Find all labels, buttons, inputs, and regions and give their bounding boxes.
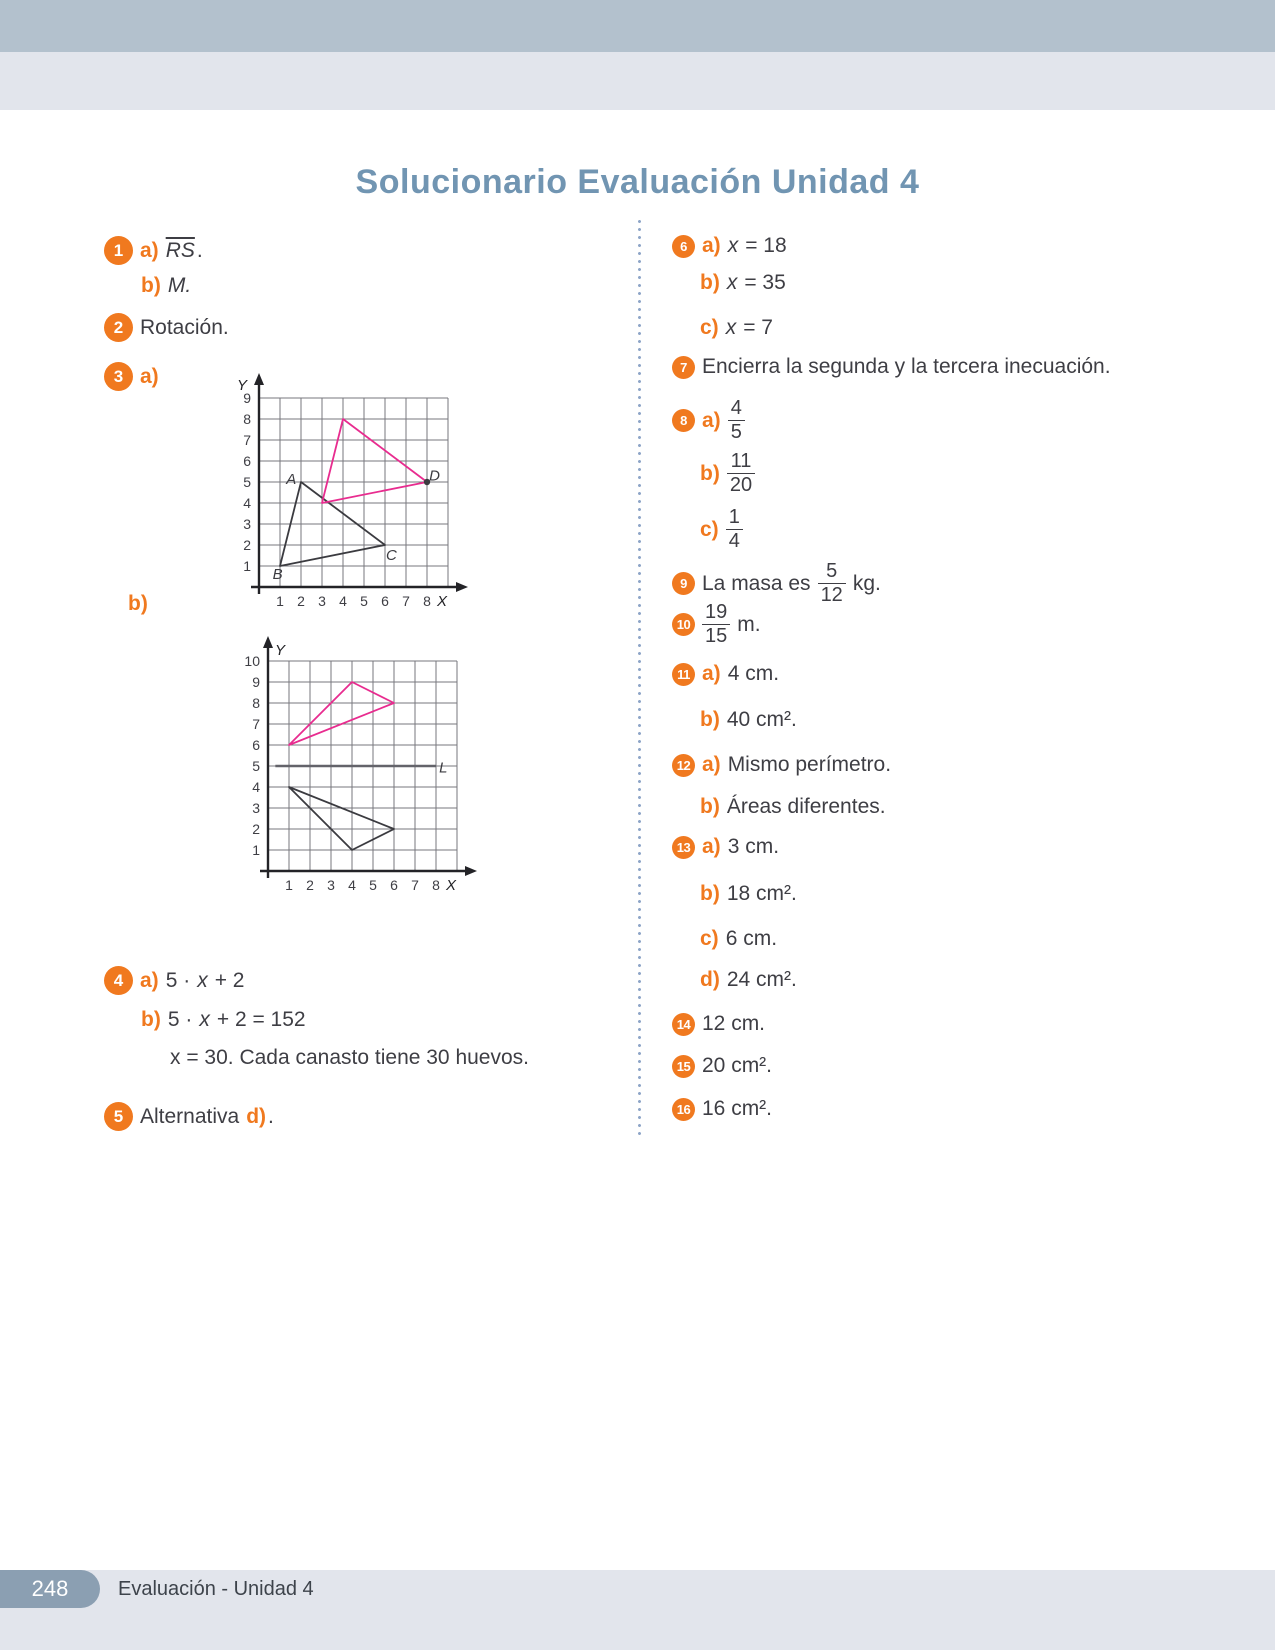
- item-letter-12b: b): [700, 795, 720, 818]
- answer-text-13c: 6 cm.: [725, 927, 778, 950]
- item-letter-1a: a): [140, 238, 159, 262]
- page-number-pill: [0, 1570, 100, 1608]
- svg-text:7: 7: [243, 432, 251, 448]
- answer-13a: [672, 835, 779, 859]
- answer-8b: [700, 450, 755, 497]
- svg-text:3: 3: [252, 800, 260, 816]
- svg-text:X: X: [445, 877, 457, 894]
- answer-4b-line2: [170, 1046, 529, 1070]
- answer-text-4b-pre: 5 ·: [167, 1008, 193, 1031]
- answer-6b: [700, 271, 786, 295]
- answer-13d: [700, 968, 797, 992]
- answer-text-11a: 4 cm.: [727, 662, 780, 685]
- item-letter-3b: b): [128, 592, 148, 615]
- svg-text:1: 1: [243, 558, 251, 574]
- answer-var-6b: x: [726, 271, 738, 294]
- svg-text:9: 9: [243, 390, 251, 406]
- question-badge-9: 9: [672, 572, 695, 595]
- answer-6c: [700, 316, 773, 340]
- svg-text:1: 1: [276, 593, 284, 609]
- svg-text:8: 8: [423, 593, 431, 609]
- answer-5: [104, 1102, 274, 1131]
- top-band-dark: [0, 0, 1275, 52]
- svg-text:5: 5: [252, 758, 260, 774]
- answer-text-4b2: x = 30. Cada canasto tiene 30 huevos.: [170, 1046, 529, 1069]
- answer-15: [672, 1054, 772, 1078]
- question-badge-14: 14: [672, 1013, 695, 1036]
- answer-11b: [700, 708, 797, 732]
- svg-text:4: 4: [252, 779, 260, 795]
- item-letter-8c: c): [700, 517, 719, 541]
- answer-text-12a: Mismo perímetro.: [727, 753, 892, 776]
- item-letter-6a: a): [702, 234, 721, 257]
- answer-period-1a: .: [196, 238, 203, 262]
- answer-6a: [672, 234, 787, 258]
- svg-text:6: 6: [243, 453, 251, 469]
- item-letter-4b: b): [141, 1008, 161, 1031]
- answer-10: [672, 601, 761, 648]
- svg-text:7: 7: [411, 877, 419, 893]
- fraction-denominator: 4: [726, 529, 743, 553]
- svg-text:8: 8: [432, 877, 440, 893]
- question-badge-7: 7: [672, 356, 695, 379]
- item-letter-13c: c): [700, 927, 719, 950]
- answer-text-13a: 3 cm.: [727, 835, 780, 858]
- question-badge-3: 3: [104, 362, 133, 391]
- question-badge-2: 2: [104, 313, 133, 342]
- answer-period-5: .: [268, 1104, 274, 1128]
- answer-14: [672, 1012, 765, 1036]
- svg-text:X: X: [436, 593, 448, 610]
- svg-text:4: 4: [339, 593, 347, 609]
- fraction-numerator: 5: [826, 560, 838, 582]
- answer-text-4a-post: + 2: [214, 968, 245, 992]
- answer-text-9-pre: La masa es: [702, 571, 811, 595]
- answer-13b: [700, 882, 797, 906]
- answer-11a: [672, 662, 779, 686]
- fraction-numerator: 11: [730, 450, 752, 472]
- fraction-denominator: 20: [727, 473, 755, 497]
- question-badge-13: 13: [672, 836, 695, 859]
- fraction-denominator: 5: [728, 420, 745, 444]
- svg-text:5: 5: [369, 877, 377, 893]
- answer-4a: [104, 966, 244, 995]
- svg-text:5: 5: [243, 474, 251, 490]
- footer-label: Evaluación - Unidad 4: [118, 1578, 314, 1600]
- svg-text:8: 8: [252, 695, 260, 711]
- answer-text-12b: Áreas diferentes.: [726, 795, 886, 818]
- fraction-numerator: 19: [705, 601, 728, 623]
- svg-text:3: 3: [318, 593, 326, 609]
- answer-text-15: 20 cm².: [702, 1054, 773, 1077]
- item-letter-13a: a): [702, 835, 721, 858]
- answer-text-13d: 24 cm².: [726, 968, 797, 991]
- answer-text-1b: M.: [167, 274, 192, 297]
- item-letter-13b: b): [700, 882, 720, 905]
- answer-text-7: Encierra la segunda y la tercera inecuación.: [702, 355, 1111, 378]
- question-badge-15: 15: [672, 1055, 695, 1078]
- svg-text:1: 1: [252, 842, 260, 858]
- item-letter-8b: b): [700, 461, 720, 485]
- question-badge-4: 4: [104, 966, 133, 995]
- answer-text-16: 16 cm².: [702, 1097, 773, 1120]
- answer-text-9-post: kg.: [852, 571, 881, 595]
- svg-text:4: 4: [243, 495, 251, 511]
- question-badge-11: 11: [672, 663, 695, 686]
- svg-text:10: 10: [244, 653, 260, 669]
- svg-text:8: 8: [243, 411, 251, 427]
- item-letter-3a: a): [140, 364, 159, 388]
- svg-text:C: C: [386, 547, 397, 565]
- svg-text:7: 7: [402, 593, 410, 609]
- item-letter-11a: a): [702, 662, 721, 685]
- svg-text:A: A: [286, 471, 297, 489]
- svg-text:1: 1: [285, 877, 293, 893]
- fraction-denominator: 15: [702, 624, 730, 648]
- answer-8c: [700, 506, 743, 553]
- answer-4b: [141, 1008, 306, 1032]
- question-badge-10: 10: [672, 613, 695, 636]
- answer-var-4a: x: [197, 968, 208, 992]
- coordinate-grid-chart-a: [213, 360, 479, 613]
- svg-text:5: 5: [360, 593, 368, 609]
- answer-alternative-5: d): [246, 1104, 267, 1128]
- item-letter-13d: d): [700, 968, 720, 991]
- answer-3a-label: [104, 362, 159, 391]
- svg-text:3: 3: [243, 516, 251, 532]
- answer-8a: [672, 397, 745, 444]
- svg-text:4: 4: [348, 877, 356, 893]
- svg-text:2: 2: [243, 537, 251, 553]
- question-badge-12: 12: [672, 754, 695, 777]
- answer-text-6a: = 18: [745, 234, 787, 257]
- svg-text:7: 7: [252, 716, 260, 732]
- svg-text:6: 6: [381, 593, 389, 609]
- answer-text-11b: 40 cm².: [726, 708, 797, 731]
- answer-13c: [700, 927, 777, 951]
- fraction-8b: [727, 450, 755, 497]
- answer-1b: [141, 274, 191, 298]
- answer-text-13b: 18 cm².: [726, 882, 797, 905]
- answer-3b-label: [128, 592, 148, 616]
- question-badge-16: 16: [672, 1098, 695, 1121]
- item-letter-11b: b): [700, 708, 720, 731]
- column-divider: [638, 220, 641, 1140]
- fraction-10: [702, 601, 730, 648]
- answer-2: [104, 313, 229, 342]
- svg-text:D: D: [429, 467, 440, 485]
- svg-text:L: L: [439, 759, 448, 777]
- answer-text-4a-pre: 5 ·: [165, 968, 191, 992]
- item-letter-4a: a): [140, 968, 159, 992]
- svg-text:9: 9: [252, 674, 260, 690]
- question-badge-5: 5: [104, 1102, 133, 1131]
- answer-var-6a: x: [727, 234, 739, 257]
- answer-text-2: Rotación.: [140, 315, 229, 339]
- svg-text:2: 2: [306, 877, 314, 893]
- coordinate-grid-chart-b: [222, 634, 488, 897]
- fraction-numerator: 1: [728, 506, 740, 528]
- svg-text:2: 2: [297, 593, 305, 609]
- answer-text-10: m.: [737, 612, 761, 636]
- page-title: Solucionario Evaluación Unidad 4: [355, 163, 920, 201]
- answer-1a: [104, 236, 203, 265]
- answer-var-4b: x: [199, 1008, 210, 1031]
- question-badge-8: 8: [672, 409, 695, 432]
- question-badge-6: 6: [672, 235, 695, 258]
- answer-16: [672, 1097, 772, 1121]
- fraction-8c: [726, 506, 743, 553]
- svg-text:2: 2: [252, 821, 260, 837]
- item-letter-6b: b): [700, 271, 720, 294]
- svg-text:6: 6: [252, 737, 260, 753]
- answer-text-6c: = 7: [743, 316, 773, 339]
- item-letter-8a: a): [702, 408, 721, 432]
- fraction-denominator: 12: [818, 583, 846, 607]
- page-number: 248: [31, 1576, 69, 1601]
- svg-text:3: 3: [327, 877, 335, 893]
- top-band-light: [0, 52, 1275, 110]
- answer-7: [672, 355, 1111, 379]
- question-badge-1: 1: [104, 236, 133, 265]
- svg-text:B: B: [272, 566, 283, 584]
- fraction-9: [818, 560, 846, 607]
- item-letter-12a: a): [702, 753, 721, 776]
- answer-text-6b: = 35: [744, 271, 786, 294]
- answer-9: [672, 560, 881, 607]
- answer-var-6c: x: [725, 316, 737, 339]
- answer-text-5: Alternativa: [140, 1104, 240, 1128]
- fraction-8a: [728, 397, 745, 444]
- answer-text-14: 12 cm.: [702, 1012, 766, 1035]
- svg-text:Y: Y: [275, 642, 286, 659]
- answer-text-1a: $\overline{RS}$: [165, 238, 195, 262]
- answer-12b: [700, 795, 886, 819]
- svg-text:Y: Y: [236, 377, 247, 394]
- item-letter-1b: b): [141, 274, 161, 297]
- answer-12a: [672, 753, 891, 777]
- fraction-numerator: 4: [730, 397, 742, 419]
- answer-text-4b-post: + 2 = 152: [216, 1008, 306, 1031]
- item-letter-6c: c): [700, 316, 719, 339]
- svg-text:6: 6: [390, 877, 398, 893]
